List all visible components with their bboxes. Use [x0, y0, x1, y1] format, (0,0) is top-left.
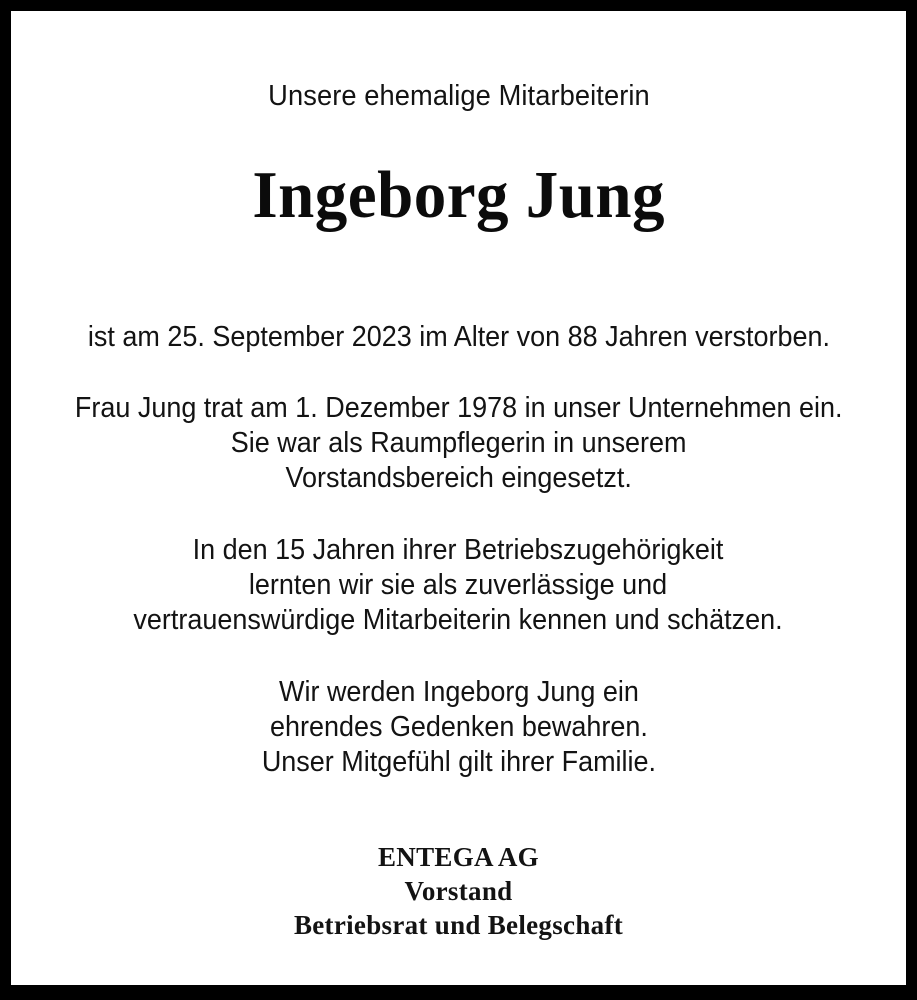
remembrance-line-3: Unser Mitgefühl gilt ihrer Familie. [261, 745, 656, 778]
employment-line-1: Frau Jung trat am 1. Dezember 1978 in unser Unternehmen ein. [74, 391, 843, 424]
intro-line: Unsere ehemalige Mitarbeiterin [267, 80, 650, 112]
tribute-line-3: vertrauenswürdige Mitarbeiterin kennen und schätzen. [133, 603, 784, 636]
employment-line-2: Sie war als Raumpflegerin in unserem [230, 426, 687, 459]
signatory-company: ENTEGA AG [377, 841, 539, 872]
remembrance-line-1: Wir werden Ingeborg Jung ein [278, 675, 639, 708]
tribute-line-1: In den 15 Jahren ihrer Betriebszugehörigkeit [193, 533, 724, 566]
remembrance-line-2: ehrendes Gedenken bewahren. [269, 710, 648, 743]
tribute-line-2: lernten wir sie als zuverlässige und [249, 568, 668, 601]
signatory-block [294, 840, 623, 942]
notice-sheet [11, 11, 906, 985]
signatory-works-council: Betriebsrat und Belegschaft [293, 909, 624, 940]
signatory-board: Vorstand [404, 875, 513, 906]
tribute-paragraph [134, 533, 783, 638]
employment-line-3: Vorstandsbereich eingesetzt. [285, 461, 632, 494]
remembrance-paragraph [261, 675, 655, 780]
deceased-name: Ingeborg Jung [252, 158, 665, 232]
death-line: ist am 25. September 2023 im Alter von 88 Jahren verstorben. [87, 320, 830, 353]
employment-paragraph [75, 391, 843, 496]
